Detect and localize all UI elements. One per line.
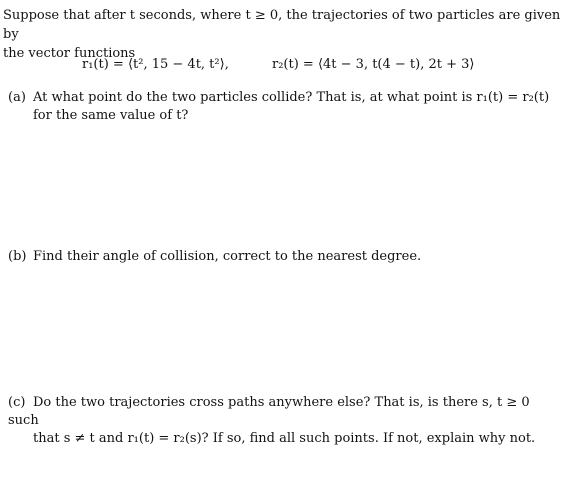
- question-a-line-1: At what point do the two particles collide? That is, at what point is r₁(t) = r₂(t): [33, 90, 550, 105]
- intro-line-2: the vector functions: [3, 46, 136, 61]
- question-a: [8, 89, 558, 125]
- question-b-label: (b): [8, 249, 27, 264]
- question-a-line-2: for the same value of t?: [33, 108, 189, 123]
- equation-r2: r₂(t) = ⟨4t − 3, t(4 − t), 2t + 3⟩: [272, 57, 475, 72]
- question-c-line-2: that s ≠ t and r₁(t) = r₂(s)? If so, find all such points. If not, explain why not.: [33, 431, 536, 446]
- question-c-label: (c): [8, 395, 26, 410]
- question-b: [8, 248, 558, 266]
- problem-intro: [3, 6, 563, 63]
- question-c-line-1: Do the two trajectories cross paths anywhere else? That is, is there s, t ≥ 0 such: [8, 395, 530, 428]
- question-b-line-1: Find their angle of collision, correct to the nearest degree.: [33, 249, 422, 264]
- intro-line-1: Suppose that after t seconds, where t ≥ 0, the trajectories of two particles are given by: [3, 8, 561, 42]
- question-a-label: (a): [8, 90, 26, 105]
- equation-r1: r₁(t) = ⟨t², 15 − 4t, t²⟩,: [82, 57, 229, 72]
- question-c: [8, 394, 558, 448]
